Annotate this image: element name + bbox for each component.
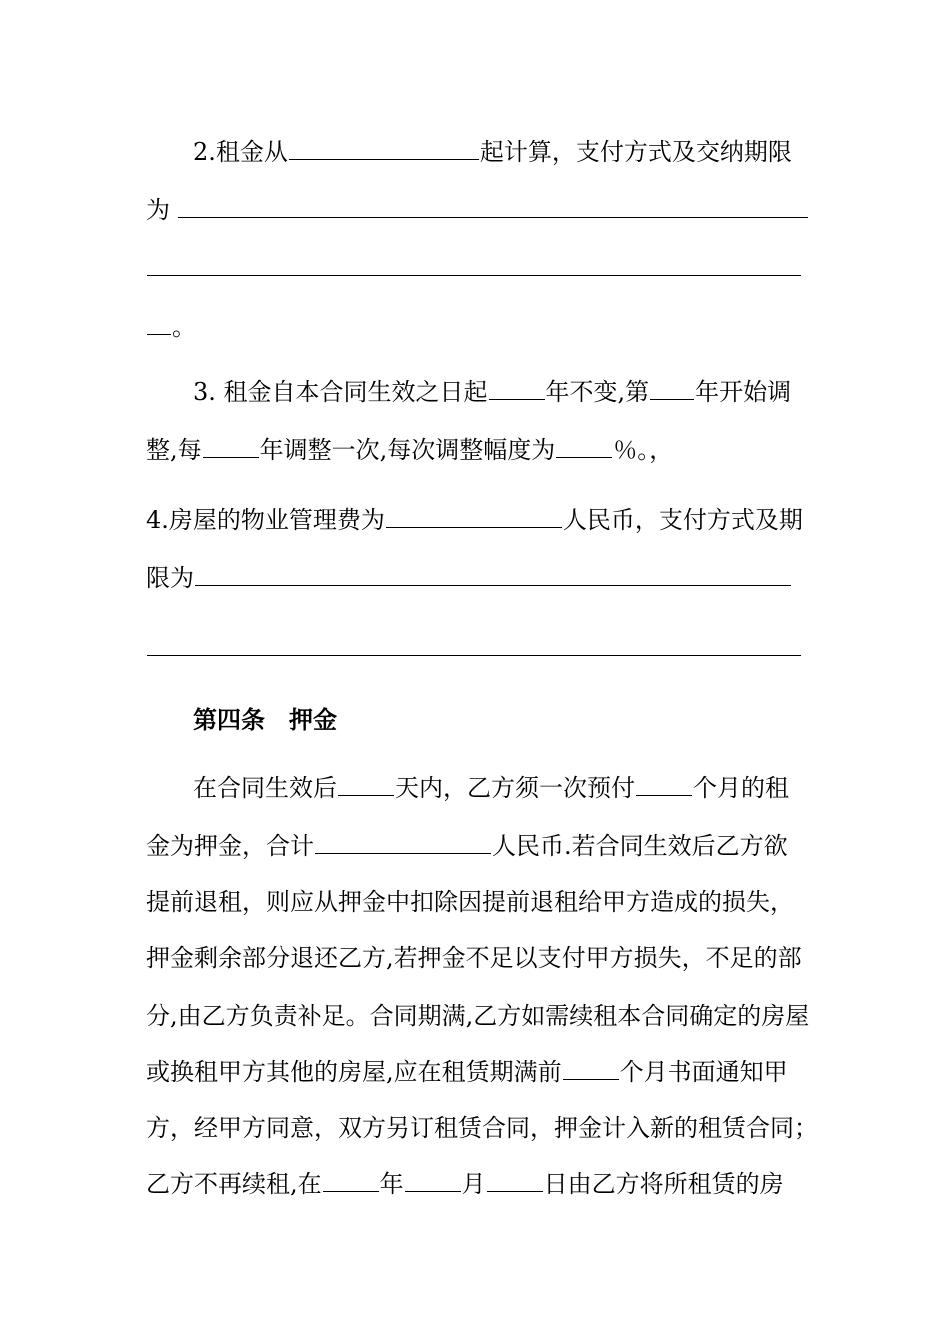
text: 个月的租 [693, 774, 789, 802]
text: 3. 租金自本合同生效之日起 [193, 378, 488, 406]
text: 年调整一次,每次调整幅度为 [259, 436, 556, 464]
article-4-line-2 [146, 831, 788, 861]
blank-field[interactable] [650, 377, 694, 400]
clause-2-line-4 [146, 312, 196, 342]
clause-3-line-2 [146, 435, 673, 465]
text: 。 [172, 313, 196, 341]
clause-2-line-1 [193, 137, 792, 167]
clause-2-line-2 [146, 195, 809, 225]
article-4-line-8 [146, 1169, 784, 1199]
text: 个月书面通知甲 [619, 1058, 788, 1086]
clause-2-line-3 [146, 253, 802, 283]
article-4-line-3: 提前退租，则应从押金中扣除因提前退租给甲方造成的损失， [146, 888, 794, 916]
text: 年不变,第 [545, 378, 650, 406]
text: 天内，乙方须一次预付 [395, 774, 635, 802]
blank-field[interactable] [386, 505, 562, 528]
clause-3-line-1 [193, 377, 791, 407]
text: 人民币，支付方式及期 [562, 506, 803, 534]
article-4-line-5: 分,由乙方负责补足。合同期满,乙方如需续租本合同确定的房屋 [146, 1002, 810, 1030]
blank-field[interactable] [147, 312, 171, 335]
text: 金为押金，合计 [146, 832, 314, 860]
blank-field[interactable] [487, 1169, 543, 1192]
text: 人民币.若合同生效后乙方欲 [492, 832, 788, 860]
text: 年 [379, 1170, 404, 1198]
blank-field[interactable] [147, 253, 801, 276]
blank-field[interactable] [195, 563, 791, 586]
clause-4-line-2 [146, 563, 792, 593]
clause-4-line-1 [146, 505, 803, 535]
article-4-title: 第四条 押金 [193, 706, 337, 734]
blank-field[interactable] [315, 831, 491, 854]
article-4-line-1 [193, 773, 789, 803]
text: 限为 [146, 564, 194, 592]
blank-field[interactable] [636, 773, 692, 796]
text: 2.租金从 [193, 138, 288, 166]
article-4-line-6 [146, 1057, 788, 1087]
text: 4.房屋的物业管理费为 [146, 506, 385, 534]
text: 月 [461, 1170, 486, 1198]
text: 整,每 [146, 436, 202, 464]
text: 在合同生效后 [193, 774, 337, 802]
blank-field[interactable] [323, 1169, 379, 1192]
text: 日由乙方将所租赁的房 [543, 1170, 784, 1198]
text: ％。， [613, 436, 674, 464]
article-4-line-4: 押金剩余部分退还乙方,若押金不足以支付甲方损失，不足的部 [146, 944, 802, 972]
blank-field[interactable] [338, 773, 394, 796]
text: 年开始调 [695, 378, 792, 406]
blank-field[interactable] [289, 137, 479, 160]
text: 起计算，支付方式及交纳期限 [479, 138, 792, 166]
blank-field[interactable] [405, 1169, 461, 1192]
text: 为 [146, 196, 170, 224]
blank-field[interactable] [556, 435, 612, 458]
text: 或换租甲方其他的房屋,应在租赁期满前 [146, 1058, 562, 1086]
blank-field[interactable] [147, 633, 801, 656]
article-4-line-7: 方，经甲方同意，双方另订租赁合同，押金计入新的租赁合同； [146, 1114, 818, 1142]
blank-field[interactable] [563, 1057, 619, 1080]
clause-4-line-3 [146, 633, 802, 663]
text: 乙方不再续租,在 [146, 1170, 322, 1198]
blank-field[interactable] [178, 195, 808, 218]
blank-field[interactable] [489, 377, 545, 400]
blank-field[interactable] [203, 435, 259, 458]
